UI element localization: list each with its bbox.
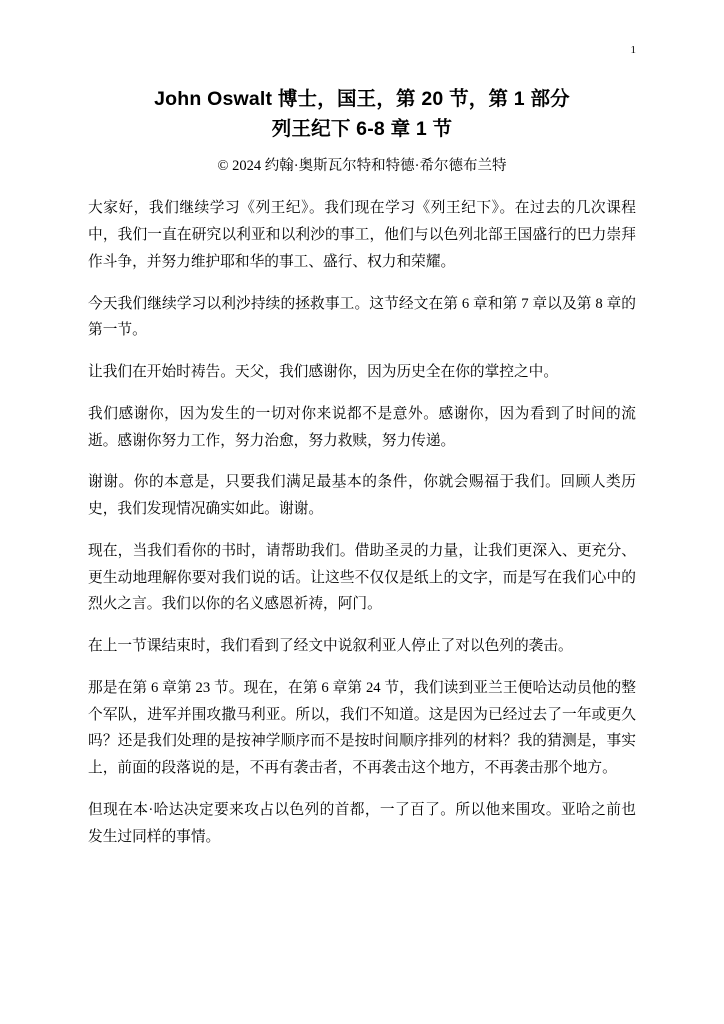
paragraph: 谢谢。你的本意是，只要我们满足最基本的条件，你就会赐福于我们。回顾人类历史，我们发现情况确实如此。谢谢。 [88, 474, 636, 518]
paragraph: 我们感谢你，因为发生的一切对你来说都不是意外。感谢你，因为看到了时间的流逝。感谢你努力工作，努力治愈，努力救赎，努力传递。 [88, 405, 636, 449]
copyright-notice: © 2024 约翰·奥斯瓦尔特和特德·希尔德布兰特 [217, 158, 507, 175]
paragraph: 大家好，我们继续学习《列王纪》。我们现在学习《列王纪下》。在过去的几次课程中，我们一直在研究以利亚和以利沙的事工，他们与以色列北部王国盛行的巴力崇拜作斗争，并努力维护耶和华的事工、盛行、权力和荣耀。 [88, 200, 636, 270]
paragraph: 但现在本·哈达决定要来攻占以色列的首都，一了百了。所以他来围攻。亚哈之前也发生过同样的事情。 [88, 801, 636, 845]
paragraph: 让我们在开始时祷告。天父，我们感谢你，因为历史全在你的掌控之中。 [88, 364, 559, 381]
page-number: 1 [630, 44, 636, 56]
title-block [88, 0, 636, 175]
document-title-line-2: 列王纪下 6-8 章 1 节 [271, 118, 453, 141]
document-body [88, 195, 636, 850]
paragraph: 今天我们继续学习以利沙持续的拯救事工。这节经文在第 6 章和第 7 章以及第 8 章的第一节。 [88, 295, 636, 339]
document-title-line-1: John Oswalt 博士，国王，第 20 节，第 1 部分 [154, 88, 570, 110]
paragraph: 现在，当我们看你的书时，请帮助我们。借助圣灵的力量，让我们更深入、更充分、更生动地理解你要对我们说的话。让这些不仅仅是纸上的文字，而是写在我们心中的烈火之言。我们以你的名义感恩祈祷，阿门。 [88, 542, 636, 613]
paragraph: 在上一节课结束时，我们看到了经文中说叙利亚人停止了对以色列的袭击。 [88, 638, 573, 655]
paragraph: 那是在第 6 章第 23 节。现在，在第 6 章第 24 节，我们读到亚兰王便哈达动员他的整个军队，进军并围攻撒马利亚。所以，我们不知道。这是因为已经过去了一年或更久吗？还是我们处理的是按神学顺序而不是按时间顺序排列的材料？我的猜测是，事实上，前面的段落说的是，不再有袭击者，不再袭击这个地方，不再袭击那个地方。 [88, 679, 636, 777]
